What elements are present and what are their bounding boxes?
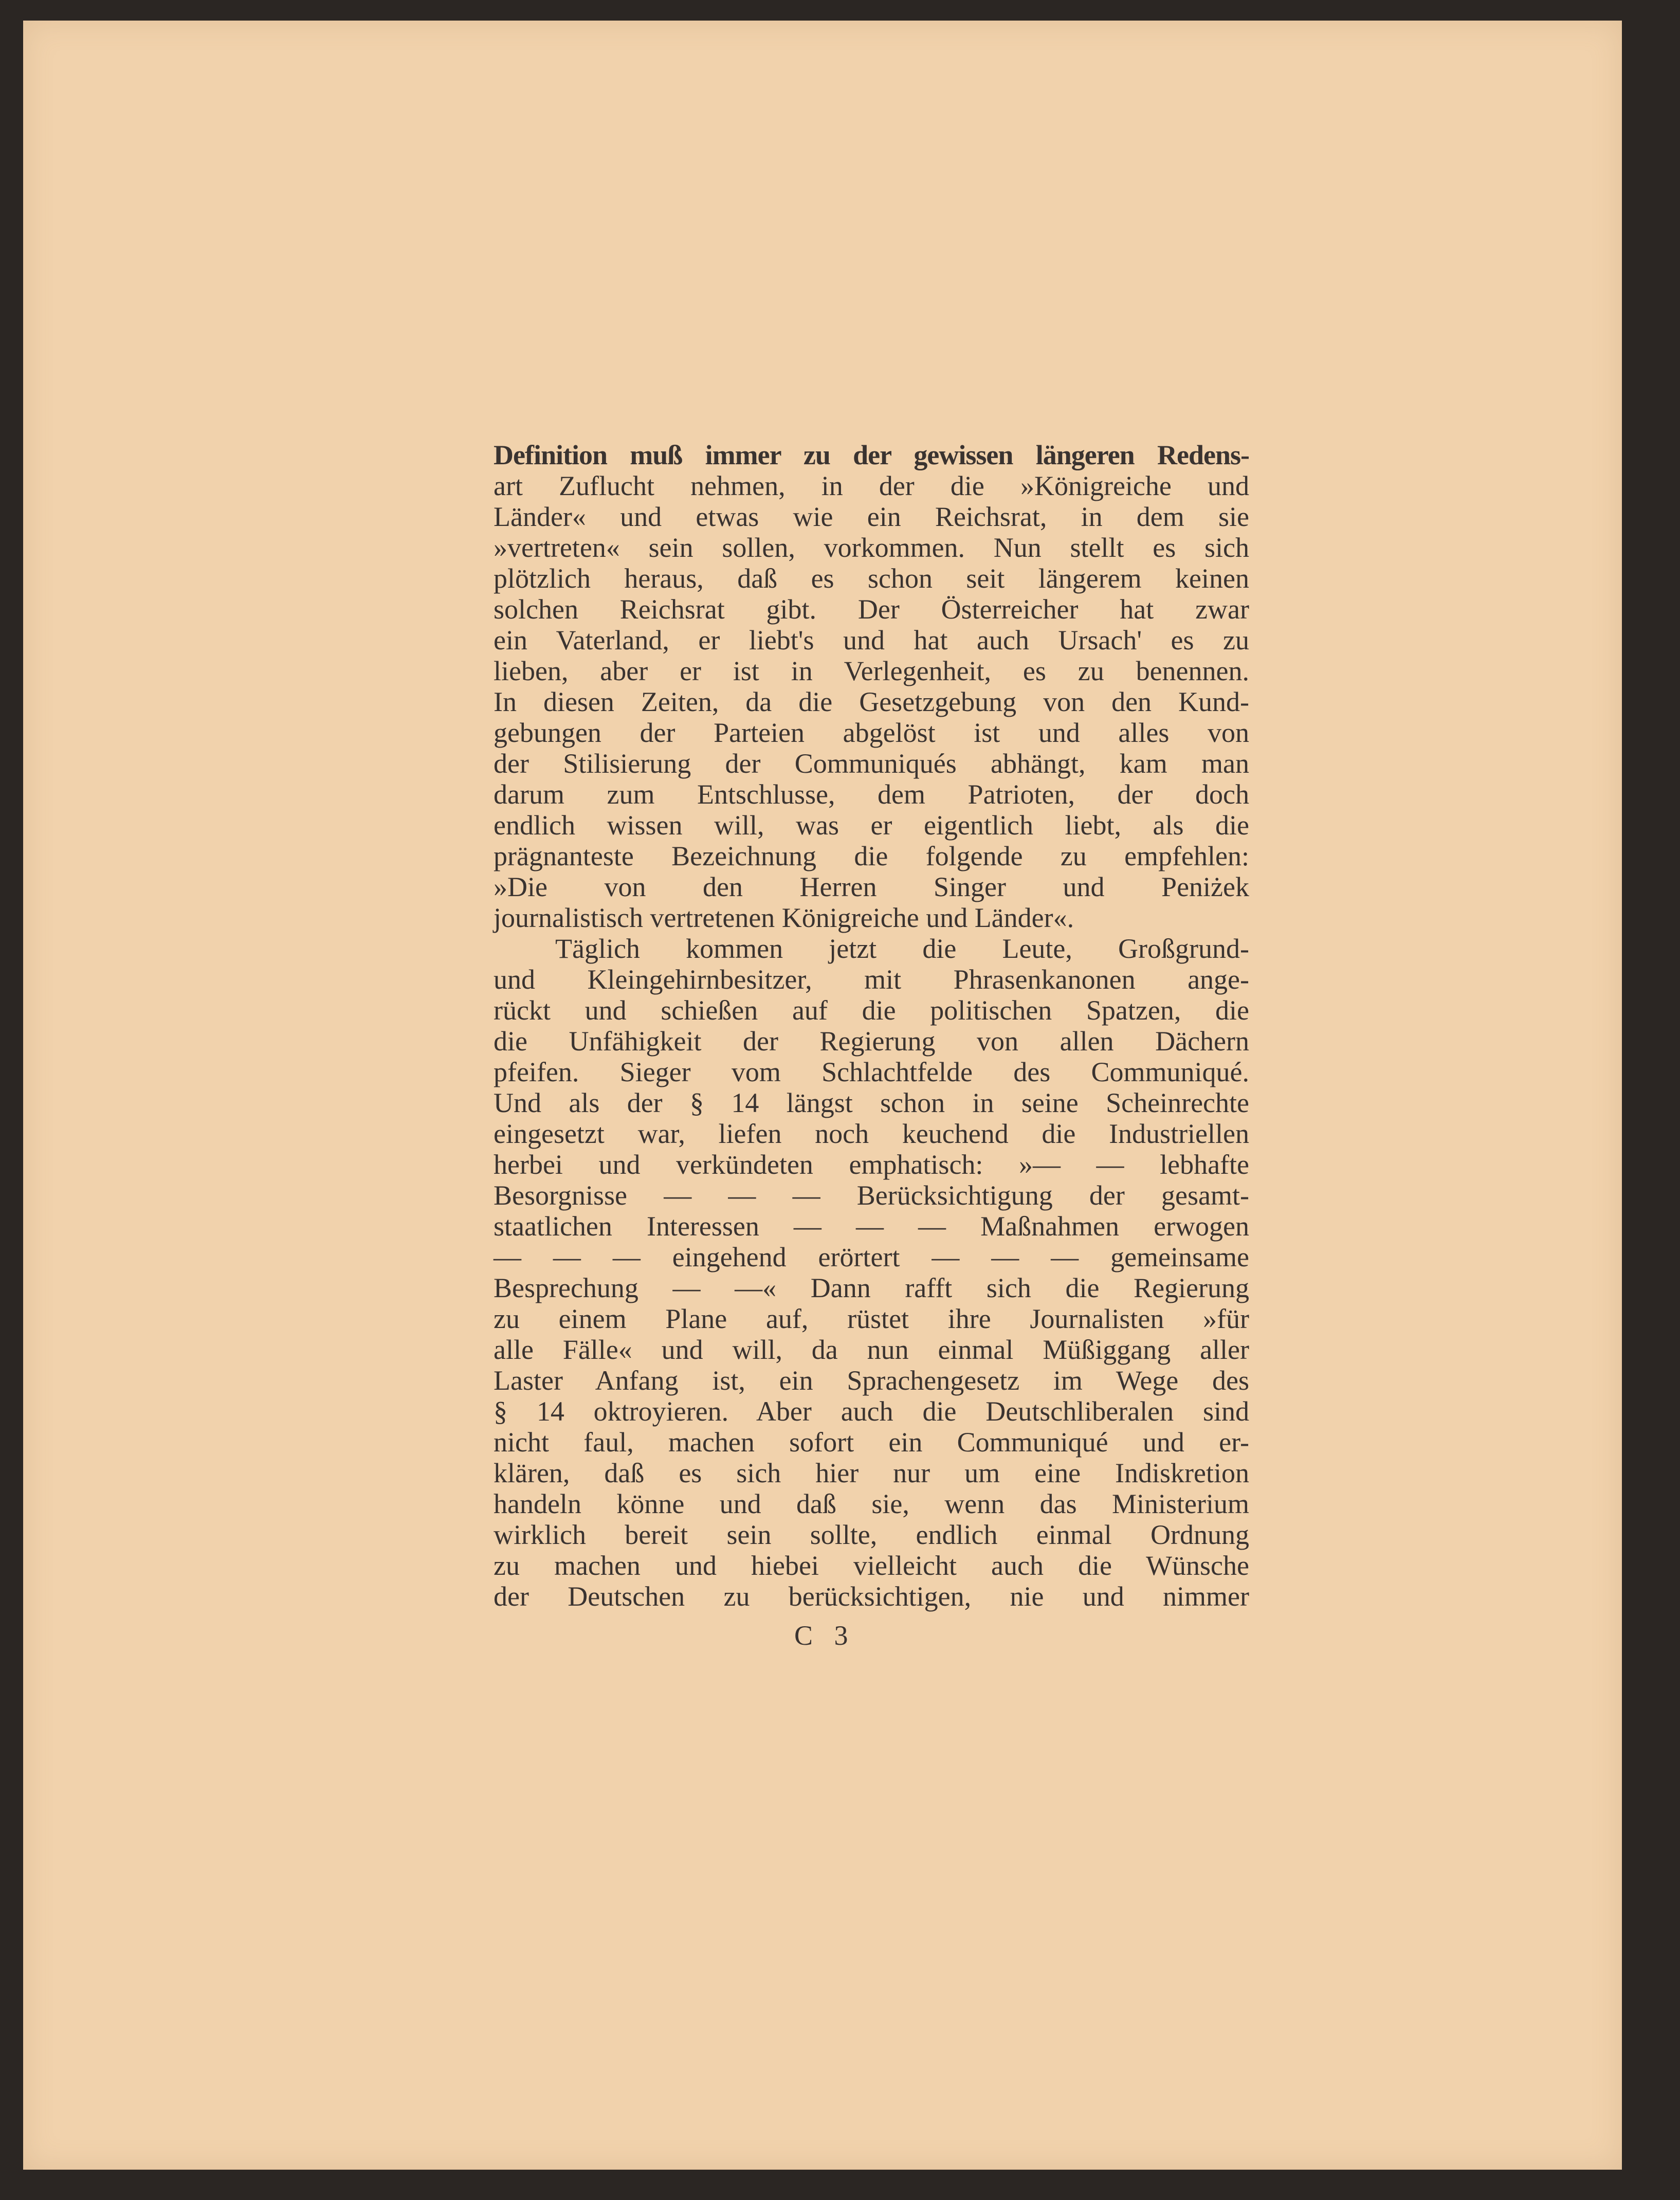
text-line: staatlichen Interessen — — — Maßnahmen erwogen xyxy=(494,1211,1249,1242)
text-line: prägnanteste Bezeichnung die folgende zu empfehlen: xyxy=(494,841,1249,871)
text-line: Besprechung — —« Dann rafft sich die Regierung xyxy=(494,1272,1249,1303)
text-line: Laster Anfang ist, ein Sprachengesetz im Wege des xyxy=(494,1365,1249,1396)
text-line: — — — eingehend erörtert — — — gemeinsame xyxy=(494,1242,1249,1272)
text-line: handeln könne und daß sie, wenn das Ministerium xyxy=(494,1488,1249,1519)
text-line: der Stilisierung der Communiqués abhängt, kam man xyxy=(494,748,1249,779)
text-line: lieben, aber er ist in Verlegenheit, es zu benennen. xyxy=(494,656,1249,686)
text-line: der Deutschen zu berücksichtigen, nie und nimmer xyxy=(494,1581,1249,1612)
text-line: solchen Reichsrat gibt. Der Österreicher hat zwar xyxy=(494,594,1249,625)
text-line: die Unfähigkeit der Regierung von allen Dächern xyxy=(494,1026,1249,1057)
text-line: journalistisch vertretenen Königreiche und Länder«. xyxy=(494,902,1074,933)
text-line: eingesetzt war, liefen noch keuchend die Industriellen xyxy=(494,1118,1249,1149)
printer-signature: C 3 xyxy=(794,1620,855,1651)
text-line: »Die von den Herren Singer und Peniżek xyxy=(494,871,1249,902)
text-line: wirklich bereit sein sollte, endlich einmal Ordnung xyxy=(494,1519,1249,1550)
body-text xyxy=(494,440,1249,1612)
text-line: »vertreten« sein sollen, vorkommen. Nun stellt es sich xyxy=(494,532,1249,563)
text-line: Länder« und etwas wie ein Reichsrat, in dem sie xyxy=(494,501,1249,532)
text-line: Und als der § 14 längst schon in seine Scheinrechte xyxy=(494,1087,1249,1118)
text-line: zu machen und hiebei vielleicht auch die Wünsche xyxy=(494,1550,1249,1581)
paper-page xyxy=(23,21,1622,2170)
text-line: Täglich kommen jetzt die Leute, Großgrund- xyxy=(555,933,1249,964)
text-line: klären, daß es sich hier nur um eine Indiskretion xyxy=(494,1458,1249,1488)
text-line: § 14 oktroyieren. Aber auch die Deutschliberalen sind xyxy=(494,1396,1249,1427)
text-line: und Kleingehirnbesitzer, mit Phrasenkanonen ange- xyxy=(494,964,1249,995)
text-line: darum zum Entschlusse, dem Patrioten, der doch xyxy=(494,779,1249,810)
text-line: Definition muß immer zu der gewissen längeren Redens- xyxy=(494,440,1249,470)
text-line: In diesen Zeiten, da die Gesetzgebung von den Kund- xyxy=(494,686,1249,717)
text-line: zu einem Plane auf, rüstet ihre Journalisten »für xyxy=(494,1303,1249,1334)
text-line: gebungen der Parteien abgelöst ist und alles von xyxy=(494,717,1249,748)
text-line: plötzlich heraus, daß es schon seit längerem keinen xyxy=(494,563,1249,594)
text-line: art Zuflucht nehmen, in der die »Königreiche und xyxy=(494,470,1249,501)
text-line: alle Fälle« und will, da nun einmal Müßiggang aller xyxy=(494,1334,1249,1365)
text-line: herbei und verkündeten emphatisch: »— — lebhafte xyxy=(494,1149,1249,1180)
text-line: Besorgnisse — — — Berücksichtigung der gesamt- xyxy=(494,1180,1249,1211)
text-line: rückt und schießen auf die politischen Spatzen, die xyxy=(494,995,1249,1026)
text-line: pfeifen. Sieger vom Schlachtfelde des Communiqué. xyxy=(494,1057,1249,1087)
text-line: nicht faul, machen sofort ein Communiqué und er- xyxy=(494,1427,1249,1458)
text-line: ein Vaterland, er liebt's und hat auch Ursach' es zu xyxy=(494,625,1249,656)
text-line: endlich wissen will, was er eigentlich liebt, als die xyxy=(494,810,1249,841)
